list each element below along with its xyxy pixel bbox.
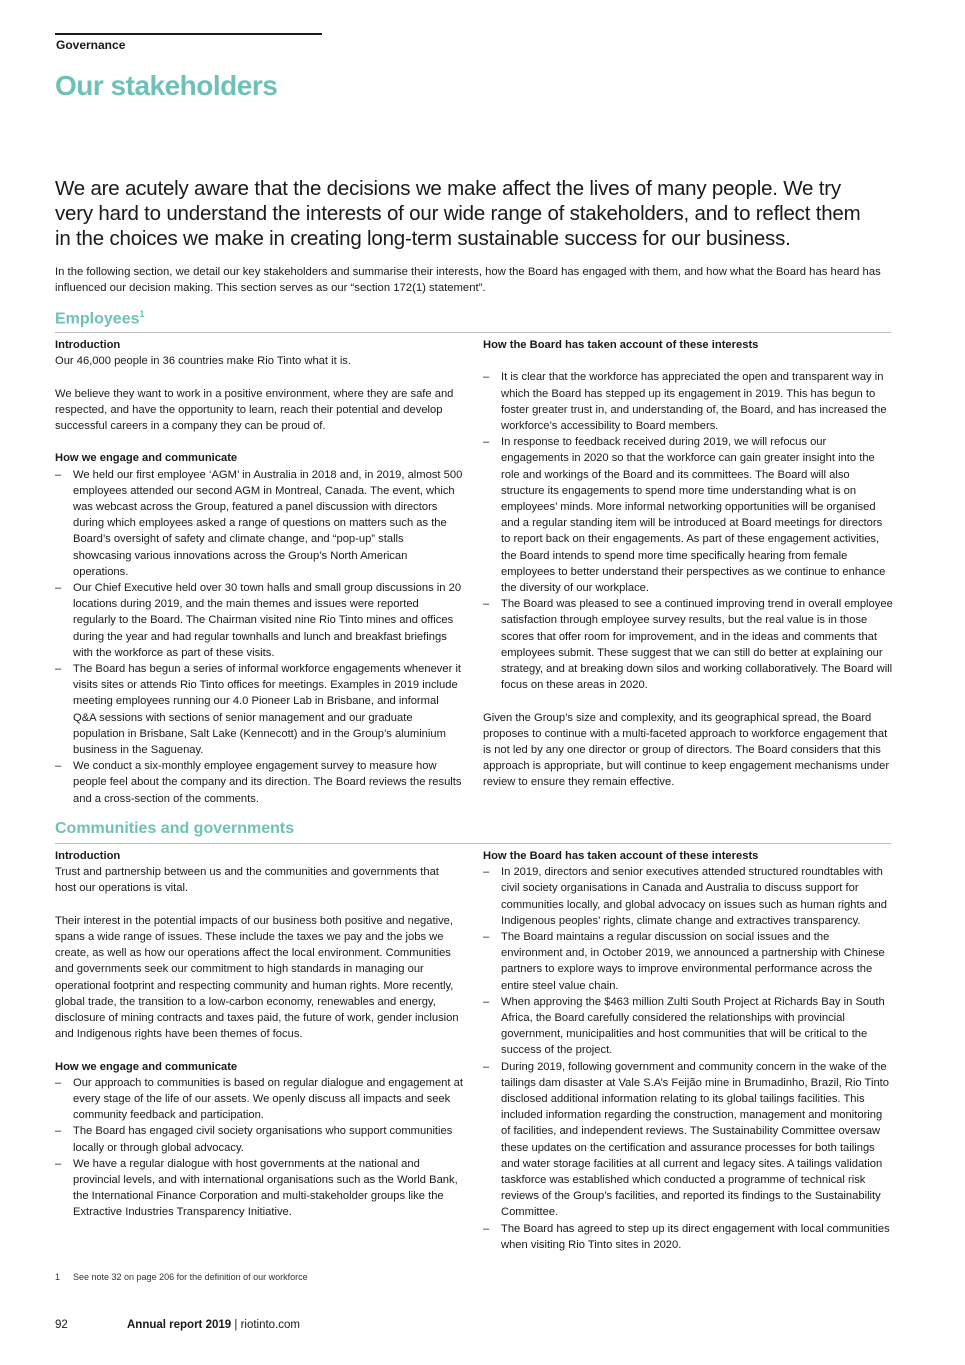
list-item: – The Board has agreed to step up its direct engagement with local communities when visiting Rio Tinto sites in 2020. (483, 1221, 893, 1253)
employees-heading (55, 309, 145, 328)
list-item: – We held our first employee ‘AGM’ in Australia in 2018 and, in 2019, almost 500 employees attended our second AGM in Montreal, Canada. The event, which was webcast across the Group, featured a panel discussion with directors during which employees asked a range of questions on matters such as the Board’s oversight of safety and climate change, and “pop-up” stalls showcasing various innovations across the Group’s North American operations. (55, 467, 463, 580)
communities-rule (55, 843, 891, 844)
communities-intro-p1: Trust and partnership between us and the communities and governments that host our operations is vital. (55, 866, 439, 895)
report-name: Annual report 2019 (127, 1319, 232, 1331)
list-item: – It is clear that the workforce has appreciated the open and transparent way in which the Board has stepped up its engagement in 2019. This has begun to foster greater trust in, and understanding of, the Board, and has increased the workforce’s accessibility to Board members. (483, 369, 893, 434)
communities-intro-p2: Their interest in the potential impacts of our business both positive and negative, spans a wide range of issues. These include the taxes we pay and the jobs we create, as well as how our operations affect the local environment. Communities and governments seek our commitment to high standards in managing our operational footprint and respecting community and human rights. More recently, global trade, the transition to a low-carbon economy, renewables and energy, disclosure of mining contracts and taxes paid, the future of work, gender inclusion and Indigenous rights have been themes of focus. (55, 914, 459, 1041)
employees-board-closing: Given the Group’s size and complexity, and its geographical spread, the Board proposes to continue with a multi-faceted approach to workforce engagement that is not led by any one director or group of directors. The Board considers that this approach is appropriate, but will continue to keep engagement mechanisms under review to ensure they remain effective. (483, 711, 890, 789)
list-item: – The Board was pleased to see a continued improving trend in overall employee satisfaction through employee survey results, but the real value is in those scores that offer room for improvement, and in the ideas and comments that employees submit. These suggest that we can still do better at explaining our strategy, and at breaking down silos and working collaboratively. The Board will focus on these areas in 2020. (483, 596, 893, 693)
intro-paragraph: In the following section, we detail our key stakeholders and summarise their interests, how the Board has engaged with them, and how what the Board has heard has influenced our decision making. This section serves as our “section 172(1) statement”. (55, 266, 881, 295)
list-item: – We conduct a six-monthly employee engagement survey to measure how people feel about the company and its direction. The Board reviews the results and a cross-section of the comments. (55, 758, 463, 807)
employees-board-heading: How the Board has taken account of these interests (483, 339, 759, 351)
top-rule (55, 33, 322, 35)
employees-left-column (55, 337, 463, 807)
footnote-text: See note 32 on page 206 for the definition of our workforce (73, 1272, 308, 1282)
communities-heading: Communities and governments (55, 820, 295, 837)
list-item: – During 2019, following government and community concern in the wake of the tailings dam disaster at Vale S.A’s Feijão mine in Brumadinho, Brazil, Rio Tinto disclosed additional information relating to its global tailings facilities. This included information regarding the construction, management and monitoring of facilities, and independent reviews. The Sustainability Committee oversaw these updates on the certification and assurance processes for both tailings and water storage facilities at all current and legacy sites. A tailings validation taskforce was established which conducted a programme of technical risk reviews of the Group’s facilities, and reported its findings to the Sustainability Committee. (483, 1059, 893, 1221)
list-item: – The Board has begun a series of informal workforce engagements whenever it visits sites or attends Rio Tinto offices for meetings. Examples in 2019 include meeting employees running our 4.0 Pioneer Lab in Brisbane, and informal Q&A sessions with sections of senior management and our graduate population in Brisbane, Salt Lake (Kennecott) and in the Group’s aluminium business in the Saguenay. (55, 661, 463, 758)
employees-intro-heading: Introduction (55, 339, 121, 351)
employees-intro-p2: We believe they want to work in a positive environment, where they are safe and respected, and have the opportunity to learn, reach their potential and develop successful careers in a company they can be proud of. (55, 387, 454, 432)
communities-right-column (483, 848, 893, 1253)
communities-intro-heading: Introduction (55, 850, 121, 862)
footnote-ref: 1 (139, 309, 145, 319)
communities-engage-heading: How we engage and communicate (55, 1060, 238, 1073)
list-item: – We have a regular dialogue with host governments at the national and provincial levels, and with international organisations such as the World Bank, the International Finance Corporation and multi-stakeholder groups like the Extractive Industries Transparency Initiative. (55, 1156, 463, 1221)
website-link[interactable]: riotinto.com (240, 1319, 300, 1331)
list-item: – Our Chief Executive held over 30 town halls and small group discussions in 20 locations during 2019, and the main themes and issues were reported regularly to the Board. The Chairman visited nine Rio Tinto mines and offices during the year and had regular townhalls and lunch and breakfast briefings with the workforce as part of these visits. (55, 580, 463, 661)
footer-separator: | (231, 1319, 241, 1331)
section-label: Governance (56, 38, 126, 52)
list-item: – Our approach to communities is based on regular dialogue and engagement at every stage of the life of our assets. We openly discuss all impacts and seek community feedback and participation. (55, 1075, 463, 1124)
employees-heading-text: Employees (55, 310, 140, 328)
employees-engage-list (55, 467, 463, 807)
page-title: Our stakeholders (55, 70, 278, 101)
communities-left-column (55, 848, 463, 1221)
list-item: – The Board has engaged civil society organisations who support communities locally or through global advocacy. (55, 1123, 463, 1155)
footnote-number: 1 (55, 1272, 61, 1282)
list-item: – The Board maintains a regular discussion on social issues and the environment and, in October 2019, we announced a partnership with Chinese partners to explore ways to improve environmental performance across the entire steel value chain. (483, 929, 893, 994)
list-item: – When approving the $463 million Zulti South Project at Richards Bay in South Africa, the Board carefully considered the relationships with provincial government, municipalities and host communities that will be critical to the success of the project. (483, 994, 893, 1059)
communities-board-list (483, 864, 893, 1253)
employees-board-list (483, 369, 893, 693)
list-item: – In 2019, directors and senior executives attended structured roundtables with civil society organisations in Canada and Australia to discuss support for communities locally, and global advocacy on issues such as human rights and Indigenous peoples’ rights, climate change and extractives transparency. (483, 864, 893, 929)
page-number: 92 (55, 1319, 68, 1331)
list-item: – In response to feedback received during 2019, we will refocus our engagements in 2020 so that the workforce can gain greater insight into the role and workings of the Board and its committees. The Board will also structure its engagements to spend more time understanding what is on employees’ minds. More informal networking opportunities will be organised and a regular standing item will be introduced at Board meetings for directors to report back on their engagements. As part of these engagement activities, the Board intends to spend more time specifically hearing from female employees to better understand their perspectives as we continue to enhance the diversity of our workplace. (483, 434, 893, 596)
page-footer (55, 1319, 300, 1331)
footnote (55, 1272, 308, 1282)
communities-engage-list (55, 1075, 463, 1221)
communities-board-heading: How the Board has taken account of these interests (483, 850, 759, 862)
lead-statement: We are acutely aware that the decisions we make affect the lives of many people. We try very hard to understand the interests of our wide range of stakeholders, and to reflect them in the choices we make in creating long-term sustainable success for our business. (55, 177, 861, 250)
employees-intro-p1: Our 46,000 people in 36 countries make Rio Tinto what it is. (55, 355, 352, 368)
employees-right-column (483, 337, 893, 807)
employees-rule (55, 332, 891, 333)
employees-engage-heading: How we engage and communicate (55, 452, 238, 465)
